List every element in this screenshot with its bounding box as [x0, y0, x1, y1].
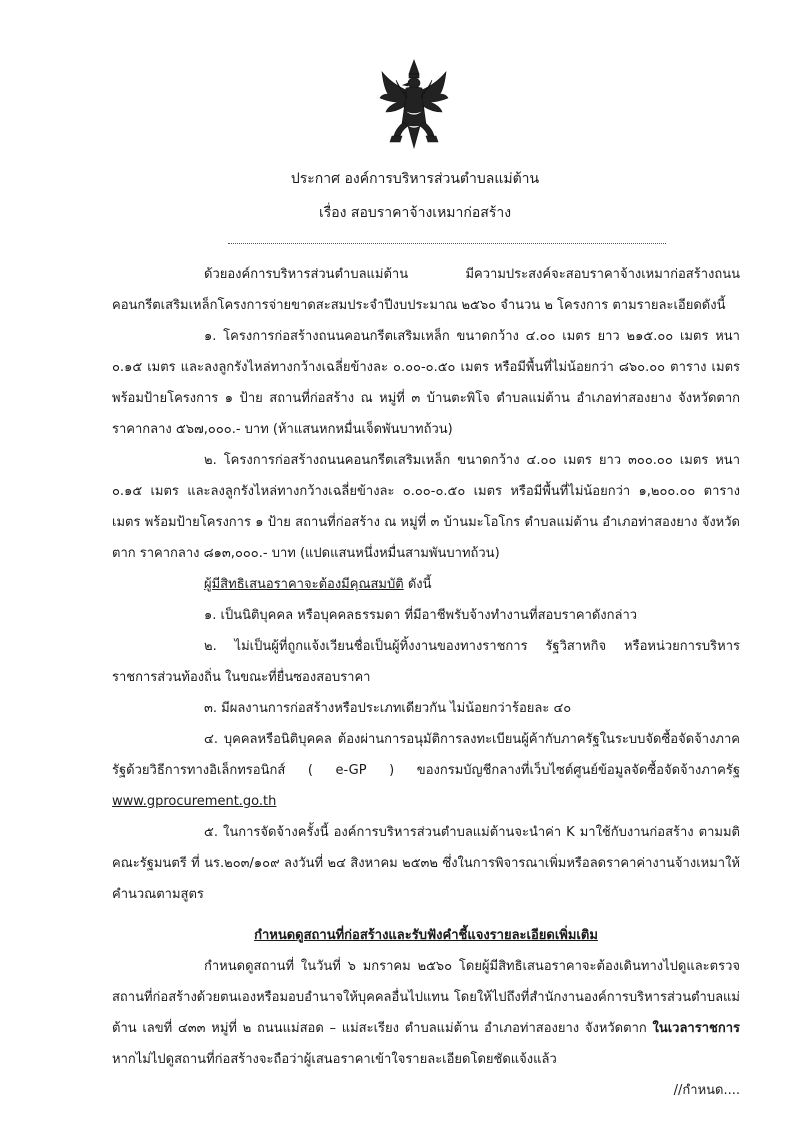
document-body: [112, 259, 740, 1106]
site-visit-paragraph: [112, 951, 740, 1075]
site-visit-text-tail: หากไม่ไปดูสถานที่ก่อสร้างจะถือว่าผู้เสนอราคาเข้าใจรายละเอียดโดยชัดแจ้งแล้ว: [112, 1052, 557, 1067]
qualification-2: ๒. ไม่เป็นผู้ที่ถูกแจ้งเวียนชื่อเป็นผู้ทิ้งงานของทางราชการ รัฐวิสาหกิจ หรือหน่วยการบริหารราชการส่วนท้องถิ่น ในขณะที่ยื่นซองสอบราคา: [112, 639, 740, 685]
qualifications-heading-tail: ดังนี้: [403, 577, 432, 592]
qualification-1: ๑. เป็นนิติบุคคล หรือบุคคลธรรมดา ที่มีอาชีพรับจ้างทำงานที่สอบราคาดังกล่าว: [204, 608, 638, 623]
qualification-5: ๕. ในการจัดจ้างครั้งนี้ องค์การบริหารส่วนตำบลแม่ต้านจะนำค่า K มาใช้กับงานก่อสร้าง ตามมติคณะรัฐมนตรี ที่ นร.๒๐๓/๑๐๙ ลงวันที่ ๒๔ สิงหาคม ๒๕๓๒ ซึ่งในการพิจารณาเพิ่มหรือลดราคาค่างานจ้างเหมาให้คำนวณตามสูตร: [112, 825, 740, 902]
continued-marker: //กำหนด....: [673, 1083, 740, 1098]
qualification-3: ๓. มีผลงานการก่อสร้างหรือประเภทเดียวกัน ไม่น้อยกว่าร้อยละ ๔๐: [204, 701, 572, 716]
qualification-4: [112, 724, 740, 817]
office-hours-text: ในเวลาราชการ: [652, 1021, 740, 1036]
dotted-divider: [228, 243, 666, 244]
site-visit-heading: [112, 910, 740, 951]
site-visit-heading-text: กำหนดดูสถานที่ก่อสร้างและรับฟังคำชี้แจงรายละเอียดเพิ่มเติม: [254, 928, 598, 943]
gprocurement-link[interactable]: www.gprocurement.go.th: [112, 794, 277, 809]
intro-paragraph: ด้วยองค์การบริหารส่วนตำบลแม่ต้าน มีความประสงค์จะสอบราคาจ้างเหมาก่อสร้างถนนคอนกรีตเสริมเหล็กโครงการจ่ายขาดสะสมประจำปีงบประมาณ ๒๕๖๐ จำนวน ๒ โครงการ ตามรายละเอียดดังนี้: [112, 267, 740, 313]
qualifications-heading: [112, 569, 740, 600]
project-1-paragraph: ๑. โครงการก่อสร้างถนนคอนกรีตเสริมเหล็ก ขนาดกว้าง ๔.๐๐ เมตร ยาว ๒๑๕.๐๐ เมตร หนา ๐.๑๕ เมตร และลงลูกรังไหล่ทางกว้างเฉลี่ยข้างละ ๐.๐๐-๐.๕๐ เมตร หรือมีพื้นที่ไม่น้อยกว่า ๘๖๐.๐๐ ตาราง เมตร พร้อมป้ายโครงการ ๑ ป้าย สถานที่ก่อสร้าง ณ หมู่ที่ ๓ บ้านตะพิโจ ตำบลแม่ต้าน อำเภอท่าสองยาง จังหวัดตาก ราคากลาง ๕๖๗,๐๐๐.- บาท (ห้าแสนหกหมื่นเจ็ดพันบาทถ้วน): [112, 329, 740, 437]
announcement-title: ประกาศ องค์การบริหารส่วนตำบลแม่ต้าน: [290, 171, 540, 187]
garuda-emblem-icon: [378, 58, 450, 150]
qualifications-heading-text: ผู้มีสิทธิเสนอราคาจะต้องมีคุณสมบัติ: [204, 577, 404, 592]
qualification-4-text: ๔. บุคคลหรือนิติบุคคล ต้องผ่านการอนุมัติการลงทะเบียนผู้ค้ากับภาครัฐในระบบจัดซื้อจัดจ้างภาครัฐด้วยวิธีการทางอิเล็กทรอนิกส์ ( e-GP ) ของกรมบัญชีกลางที่เว็บไซต์ศูนย์ข้อมูลจัดซื้อจัดจ้างภาครัฐ: [112, 732, 740, 778]
site-visit-text: กำหนดดูสถานที่ ในวันที่ ๖ มกราคม ๒๕๖๐ โดยผู้มีสิทธิเสนอราคาจะต้องเดินทางไปดูและตรวจสถานที่ก่อสร้างด้วยตนเองหรือมอบอำนาจให้บุคคลอื่นไปแทน โดยให้ไปถึงที่สำนักงานองค์การบริหารส่วนตำบลแม่ต้าน เลขที่ ๔๓๓ หมู่ที่ ๒ ถนนแม่สอด – แม่สะเรียง ตำบลแม่ต้าน อำเภอท่าสองยาง จังหวัดตาก: [112, 959, 740, 1036]
project-2-paragraph: ๒. โครงการก่อสร้างถนนคอนกรีตเสริมเหล็ก ขนาดกว้าง ๔.๐๐ เมตร ยาว ๓๐๐.๐๐ เมตร หนา ๐.๑๕ เมตร และลงลูกรังไหล่ทางกว้างเฉลี่ยข้างละ ๐.๐๐-๐.๕๐ เมตร หรือมีพื้นที่ไม่น้อยกว่า ๑,๒๐๐.๐๐ ตาราง เมตร พร้อมป้ายโครงการ ๑ ป้าย สถานที่ก่อสร้าง ณ หมู่ที่ ๓ บ้านมะโอโกร ตำบลแม่ต้าน อำเภอท่าสองยาง จังหวัดตาก ราคากลาง ๘๑๓,๐๐๐.- บาท (แปดแสนหนึ่งหมื่นสามพันบาทถ้วน): [112, 453, 740, 561]
announcement-subject: เรื่อง สอบราคาจ้างเหมาก่อสร้าง: [318, 205, 512, 221]
